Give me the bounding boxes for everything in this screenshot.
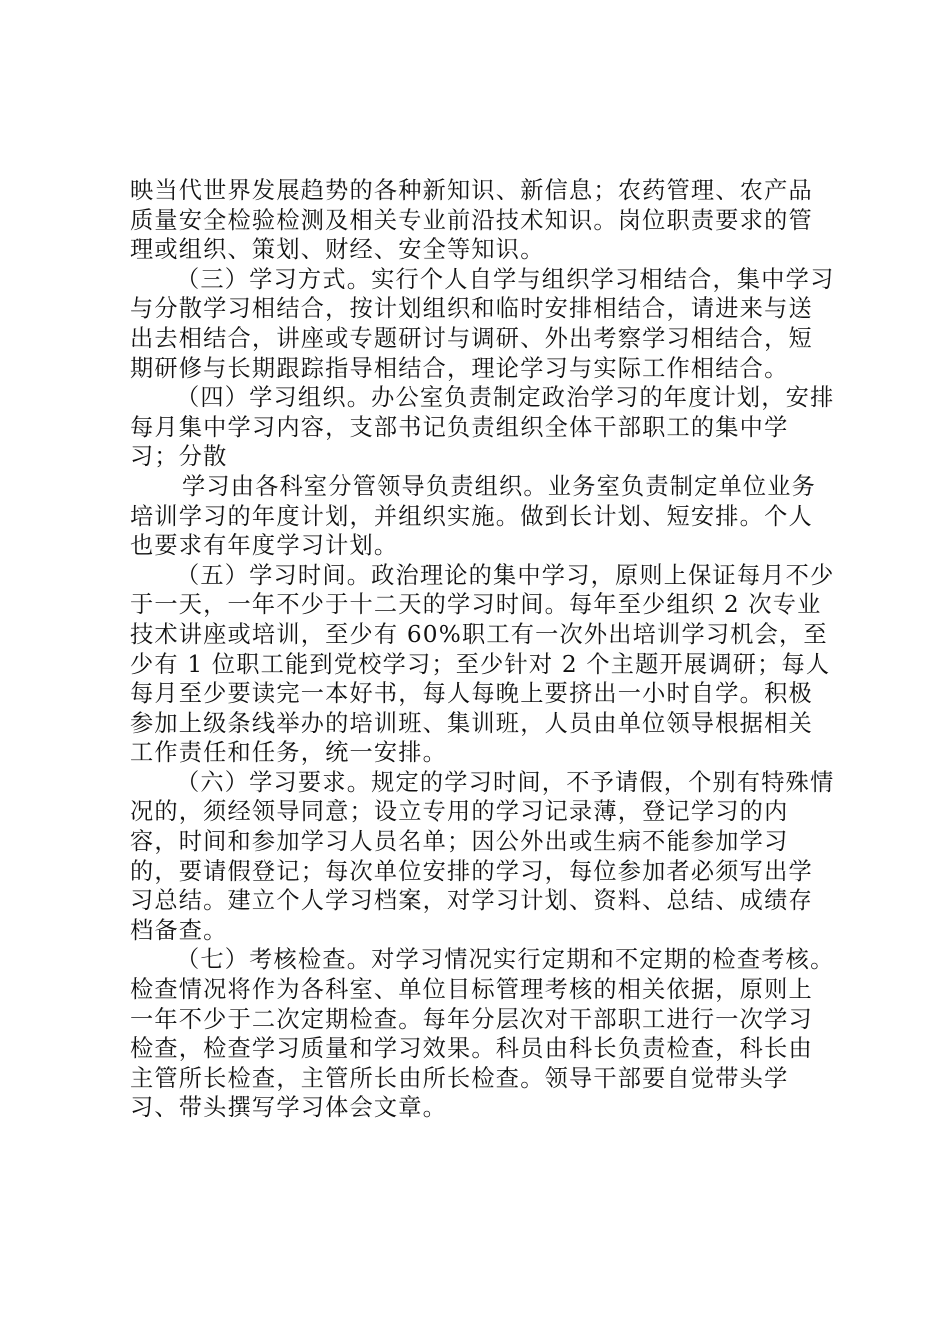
paragraph-learning-requirements: （六）学习要求。规定的学习时间，不予请假，个别有特殊情况的，须经领导同意；设立专用的学习记录薄，登记学习的内容，时间和参加学习人员名单；因公外出或生病不能参加学习的，要请假登记；每次单位安排的学习，每位参加者必须写出学习总结。建立个人学习档案，对学习计划、资料、总结、成绩存档备查。 [130, 768, 835, 944]
paragraph-assessment: （七）考核检查。对学习情况实行定期和不定期的检查考核。检查情况将作为各科室、单位目标管理考核的相关依据，原则上一年不少于二次定期检查。每年分层次对干部职工进行一次学习检查，检查学习质量和学习效果。科员由科长负责检查，科长由主管所长检查，主管所长由所长检查。领导干部要自觉带头学习、带头撰写学习体会文章。 [130, 946, 835, 1122]
paragraph-learning-organization-continued: 学习由各科室分管领导负责组织。业务室负责制定单位业务培训学习的年度计划，并组织实施。做到长计划、短安排。个人也要求有年度学习计划。 [130, 472, 817, 560]
document-body [130, 176, 836, 1123]
paragraph-learning-method: （三）学习方式。实行个人自学与组织学习相结合，集中学习与分散学习相结合，按计划组织和临时安排相结合，请进来与送出去相结合，讲座或专题研讨与调研、外出考察学习相结合，短期研修与长期跟踪指导相结合，理论学习与实际工作相结合。 [130, 265, 835, 382]
paragraph-continuation: 映当代世界发展趋势的各种新知识、新信息；农药管理、农产品质量安全检验检测及相关专业前沿技术知识。岗位职责要求的管理或组织、策划、财经、安全等知识。 [130, 177, 813, 264]
paragraph-learning-organization: （四）学习组织。办公室负责制定政治学习的年度计划，安排每月集中学习内容，支部书记负责组织全体干部职工的集中学习；分散 [130, 384, 835, 471]
paragraph-learning-time: （五）学习时间。政治理论的集中学习，原则上保证每月不少于一天，一年不少于十二天的学习时间。每年至少组织 2 次专业技术讲座或培训，至少有 60%职工有一次外出培训学习机会，至少有 1 位职工能到党校学习；至少针对 2 个主题开展调研；每人每月至少要读完一本好书，每人每晚上要挤出一小时自学。积极参加上级条线举办的培训班、集训班，人员由单位领导根据相关工作责任和任务，统一安排。 [130, 561, 835, 767]
